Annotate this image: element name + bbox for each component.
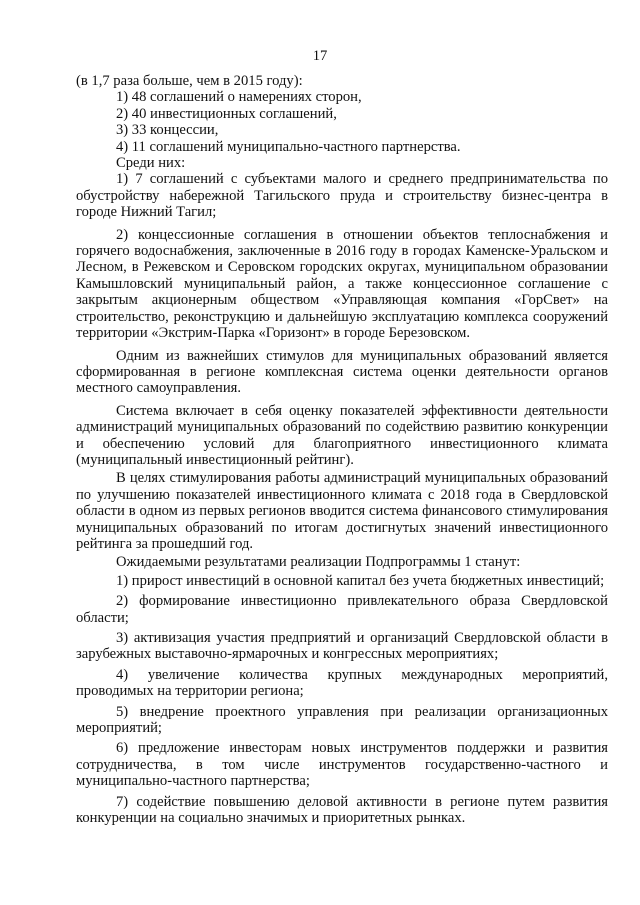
list-item: 4) увеличение количества крупных международных мероприятий, проводимых на территории региона; — [76, 666, 608, 700]
paragraph-intro: (в 1,7 раза больше, чем в 2015 году): — [76, 73, 303, 89]
list-item: 5) внедрение проектного управления при реализации организационных мероприятий; — [76, 703, 608, 737]
list-item: 2) концессионные соглашения в отношении объектов теплоснабжения и горячего водоснабжения, заключенные в 2016 году в городах Каменске-Уральском и Лесном, в Режевском и Серовском городских округах, муниципальном образовании Камышловский муниципальный район, а также концессионное соглашение с закрытым акционерным обществом «Управляющая компания «ГорСвет» на строительство, реконструкцию и дальнейшую эксплуатацию комплекса сооружений территории «Экстрим-Парка «Горизонт» в городе Березовском. — [76, 226, 608, 342]
list-item: 1) 48 соглашений о намерениях сторон, — [116, 89, 362, 106]
list-item: 3) 33 концессии, — [116, 122, 219, 139]
list-item: 4) 11 соглашений муниципально-частного партнерства. — [116, 138, 461, 155]
list-item: 3) активизация участия предприятий и организаций Свердловской области в зарубежных выставочно-ярмарочных и конгрессных мероприятиях; — [76, 630, 608, 663]
list-item: 1) прирост инвестиций в основной капитал без учета бюджетных инвестиций; — [116, 572, 605, 589]
list-item: 7) содействие повышению деловой активности в регионе путем развития конкуренции на социально значимых и приоритетных рынках. — [76, 793, 608, 827]
page-number: 17 — [312, 48, 328, 64]
list-item: 1) 7 соглашений с субъектами малого и среднего предпринимательства по обустройству набережной Тагильского пруда и строительству бизнес-центра в городе Нижний Тагил; — [76, 171, 608, 221]
paragraph: Среди них: — [116, 155, 186, 172]
paragraph: В целях стимулирования работы администраций муниципальных образований по улучшению показателей инвестиционного климата с 2018 года в Свердловской области в одном из первых регионов вводится система финансового стимулирования муниципальных образований по итогам достигнутых значений инвестиционного рейтинга за прошедший год. — [76, 470, 608, 552]
list-item: 2) формирование инвестиционно привлекательного образа Свердловской области; — [76, 593, 608, 626]
list-item: 2) 40 инвестиционных соглашений, — [116, 105, 337, 122]
paragraph: Ожидаемыми результатами реализации Подпрограммы 1 станут: — [116, 554, 521, 571]
page-body — [76, 73, 608, 826]
paragraph: Одним из важнейших стимулов для муниципальных образований является сформированная в регионе комплексная система оценки деятельности органов местного самоуправления. — [76, 347, 608, 397]
paragraph: Система включает в себя оценку показателей эффективности деятельности администраций муниципальных образований по содействию развитию конкуренции и обеспечению условий для благоприятного инвестиционного климата (муниципальный инвестиционный рейтинг). — [76, 402, 608, 468]
list-item: 6) предложение инвесторам новых инструментов поддержки и развития сотрудничества, в том числе инструментов государственно-частного и муниципально-частного партнерства; — [76, 740, 608, 790]
